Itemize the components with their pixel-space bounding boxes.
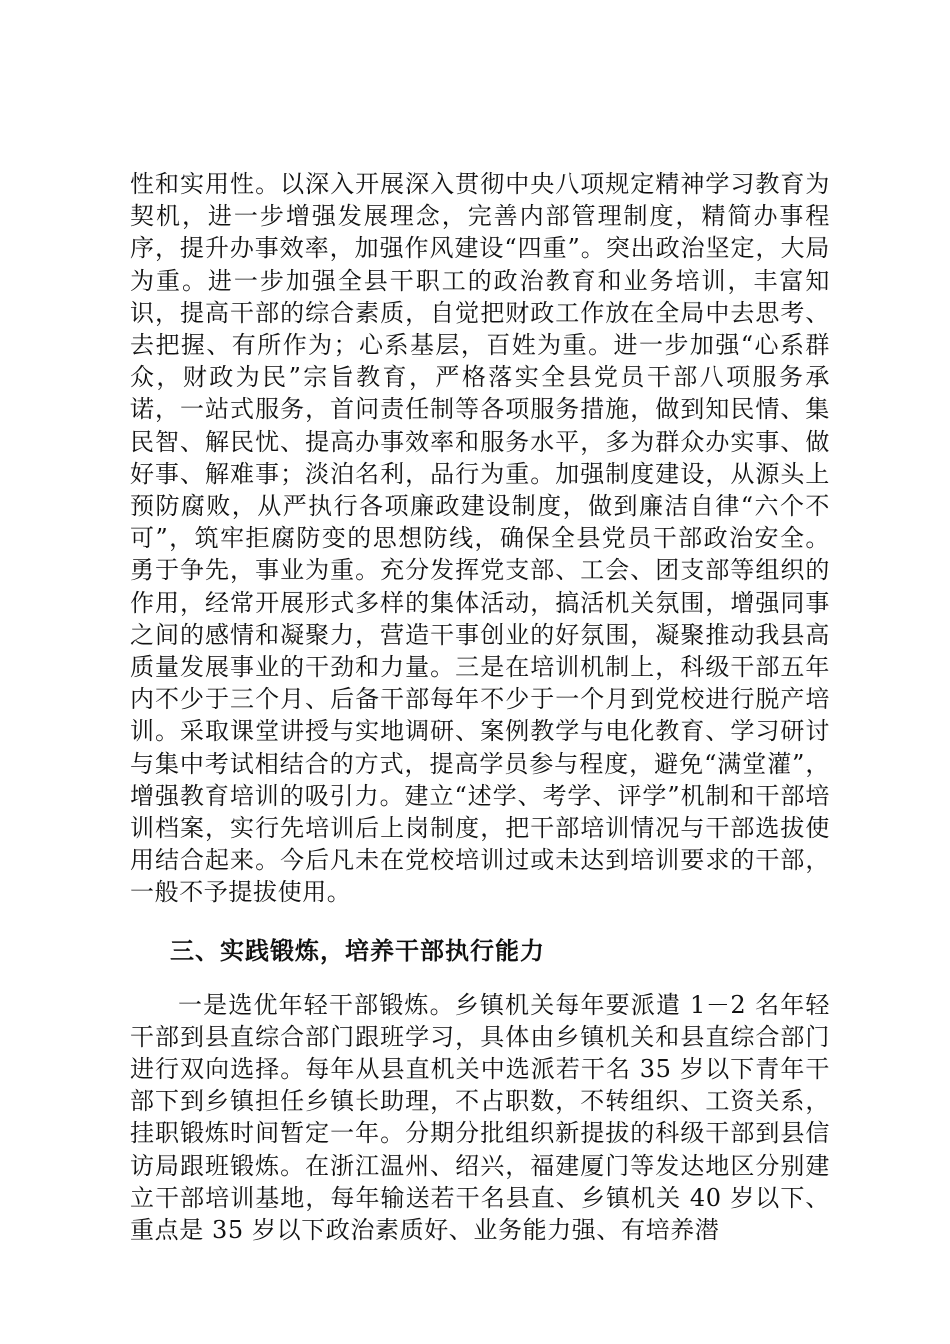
- section-heading: 三、实践锻炼，培养干部执行能力: [170, 936, 545, 965]
- document-body: [130, 168, 830, 1246]
- body-paragraph: 一是选优年轻干部锻炼。乡镇机关每年要派遣 1－2 名年轻干部到县直综合部门跟班学习，具体由乡镇机关和县直综合部门进行双向选择。每年从县直机关中选派若干名 35 岁以下青年干部下到乡镇担任乡镇长助理，不占职数，不转组织、工资关系，挂职锻炼时间暂定一年。分期分批组织新提拔的科级干部到县信访局跟班锻炼。在浙江温州、绍兴，福建厦门等发达地区分别建立干部培训基地，每年输送若干名县直、乡镇机关 40 岁以下、重点是 35 岁以下政治素质好、业务能力强、有培养潜: [130, 990, 830, 1245]
- body-paragraph: 性和实用性。以深入开展深入贯彻中央八项规定精神学习教育为契机，进一步增强发展理念，完善内部管理制度，精简办事程序，提升办事效率，加强作风建设“四重”。突出政治坚定，大局为重。进一步加强全县干职工的政治教育和业务培训，丰富知识，提高干部的综合素质，自觉把财政工作放在全局中去思考、去把握、有所作为；心系基层，百姓为重。进一步加强“心系群众，财政为民”宗旨教育，严格落实全县党员干部八项服务承诺，一站式服务，首问责任制等各项服务措施，做到知民情、集民智、解民忧、提高办事效率和服务水平，多为群众办实事、做好事、解难事；淡泊名利，品行为重。加强制度建设，从源头上预防腐败，从严执行各项廉政建设制度，做到廉洁自律“六个不可”，筑牢拒腐防变的思想防线，确保全县党员干部政治安全。勇于争先，事业为重。充分发挥党支部、工会、团支部等组织的作用，经常开展形式多样的集体活动，搞活机关氛围，增强同事之间的感情和凝聚力，营造干事创业的好氛围，凝聚推动我县高质量发展事业的干劲和力量。三是在培训机制上，科级干部五年内不少于三个月、后备干部每年不少于一个月到党校进行脱产培训。采取课堂讲授与实地调研、案例教学与电化教育、学习研讨与集中考试相结合的方式，提高学员参与程度，避免“满堂灌”，增强教育培训的吸引力。建立“述学、考学、评学”机制和干部培训档案，实行先培训后上岗制度，把干部培训情况与干部选拔使用结合起来。今后凡未在党校培训过或未达到培训要求的干部，一般不予提拔使用。: [130, 170, 830, 907]
